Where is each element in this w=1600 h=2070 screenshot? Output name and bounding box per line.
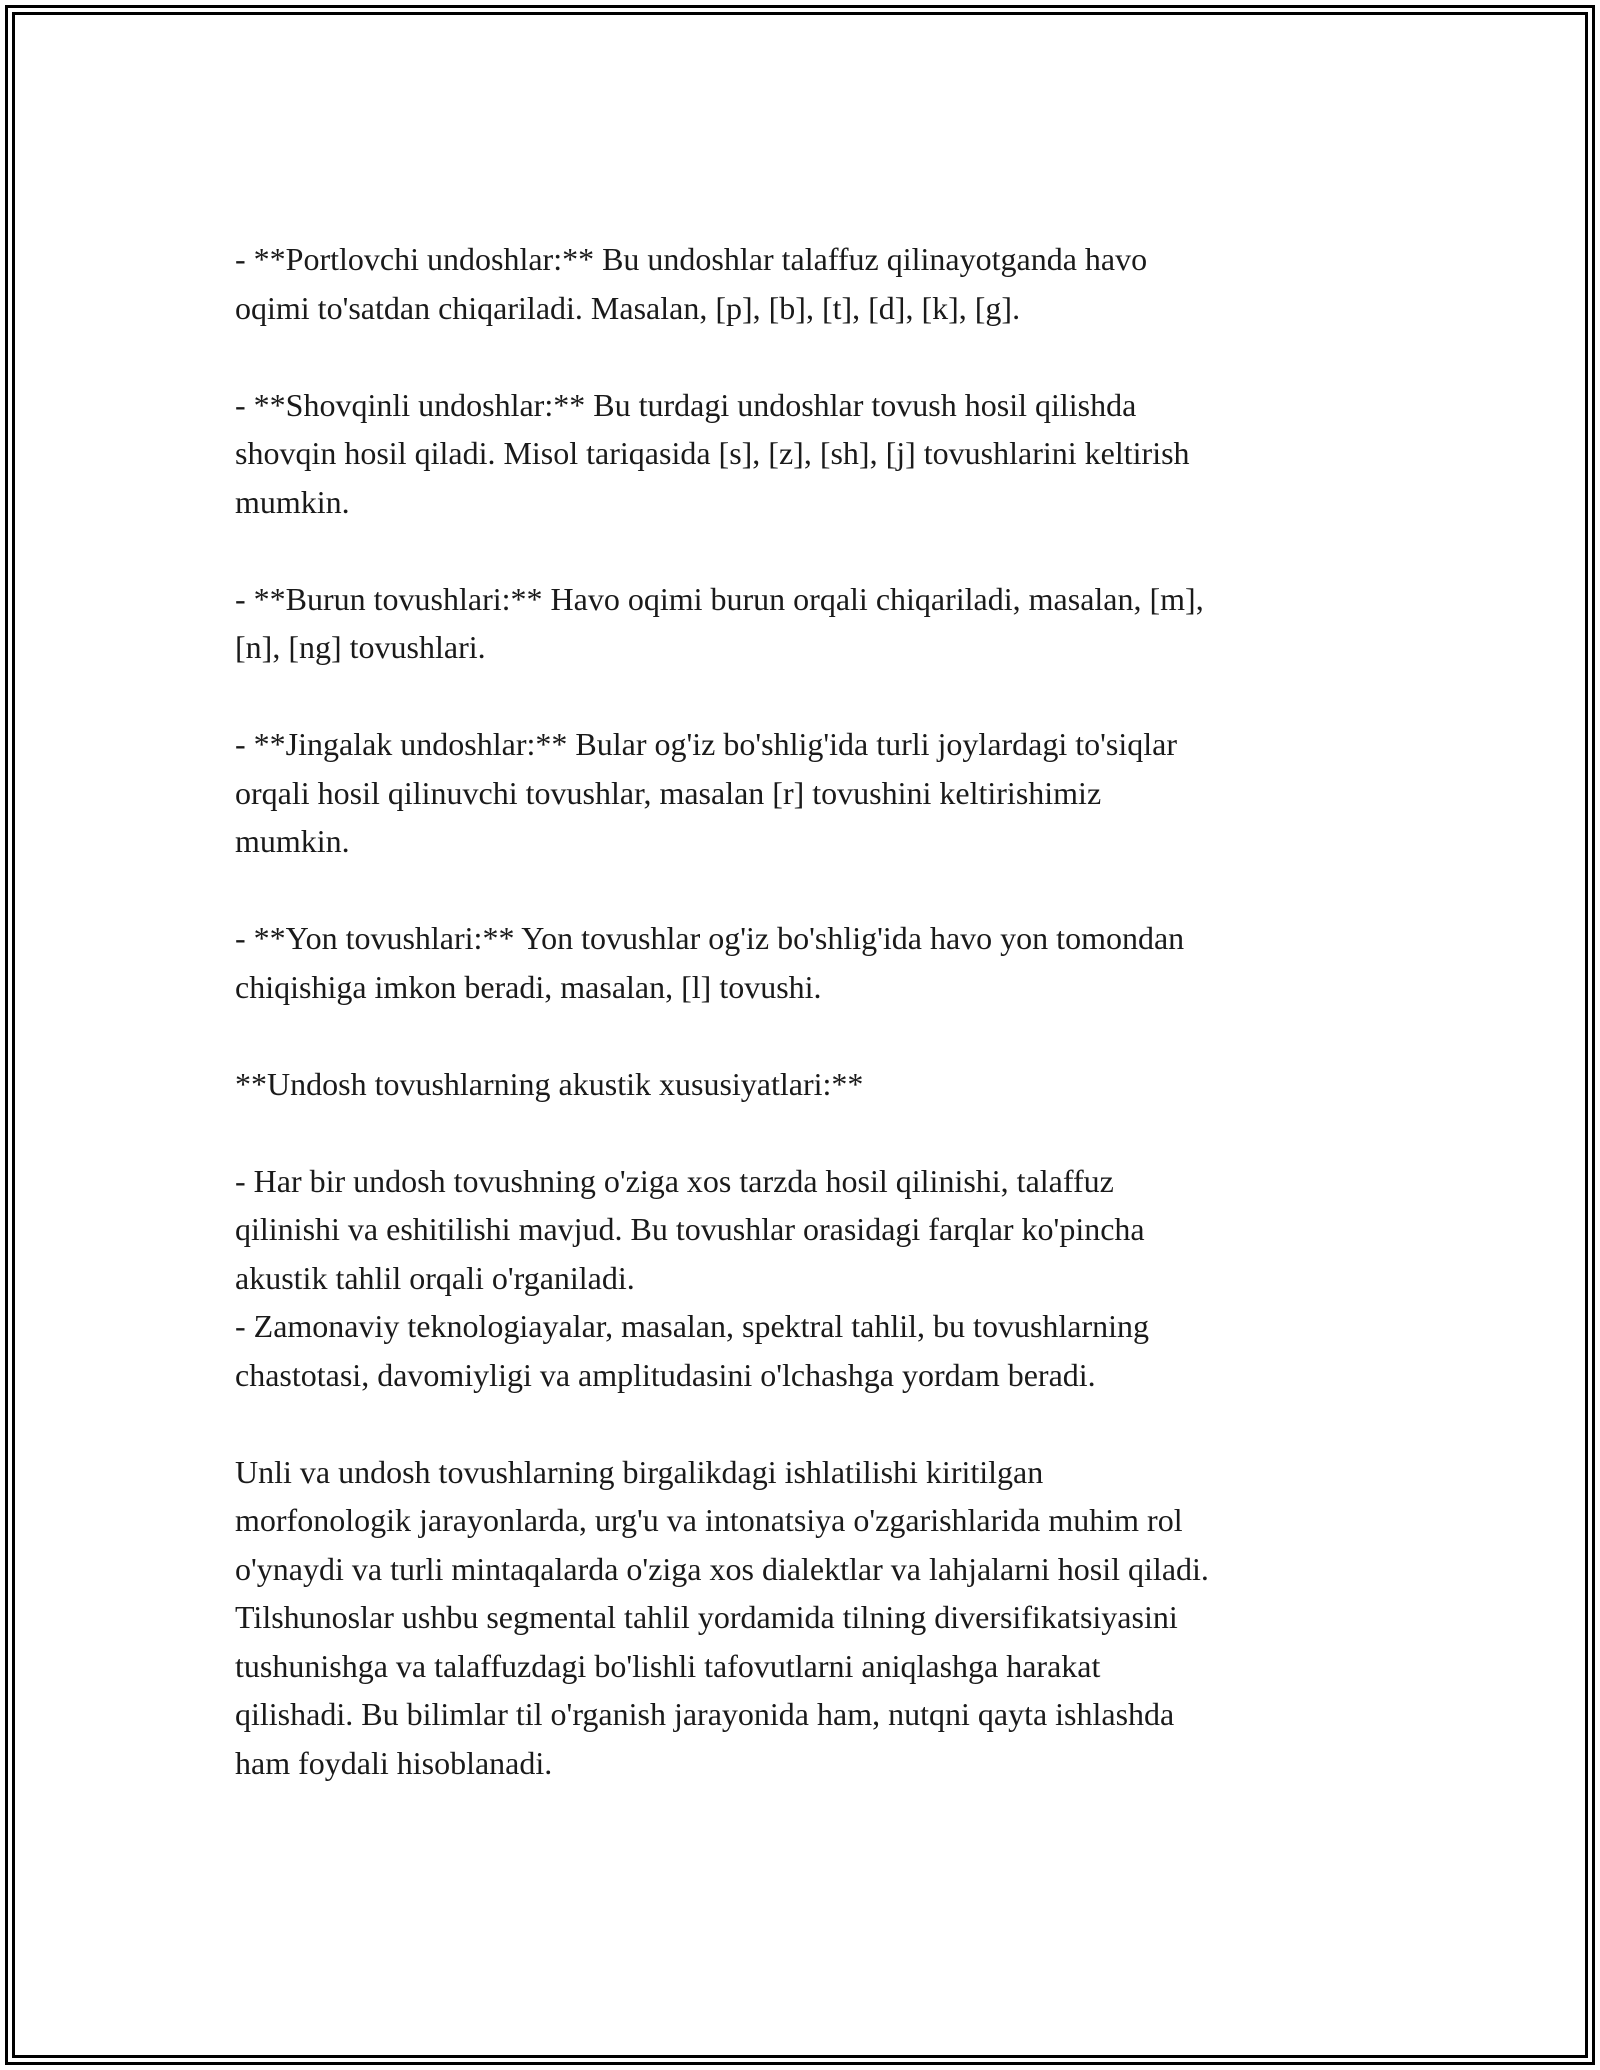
paragraph-portlovchi-undoshlar: - **Portlovchi undoshlar:** Bu undoshlar talaffuz qilinayotganda havo oqimi to'satdan chiqariladi. Masalan, [p], [b], [t], [d], [k], [g]. (235, 241, 1148, 326)
document-body (235, 235, 1365, 1836)
paragraph-yon-tovushlari: - **Yon tovushlari:** Yon tovushlar og'iz bo'shlig'ida havo yon tomondan chiqishiga imkon beradi, masalan, [l] tovushi. (235, 920, 1185, 1005)
paragraph-shovqinli-undoshlar: - **Shovqinli undoshlar:** Bu turdagi undoshlar tovush hosil qilishda shovqin hosil qiladi. Misol tariqasida [s], [z], [sh], [j] tovushlarini keltirish mumkin. (235, 386, 1190, 520)
list-item-zamonaviy-teknologiyalar: - Zamonaviy teknologiayalar, masalan, spektral tahlil, bu tovushlarning chastotasi, davomiyligi va amplitudasini o'lchashga yordam beradi. (235, 1308, 1150, 1393)
list-item-hosil-qilinishi: - Har bir undosh tovushning o'ziga xos tarzda hosil qilinishi, talaffuz qilinishi va eshitilishi mavjud. Bu tovushlar orasidagi farqlar ko'pincha akustik tahlil orqali o'rganiladi. (235, 1162, 1145, 1296)
paragraph-jingalak-undoshlar: - **Jingalak undoshlar:** Bular og'iz bo'shlig'ida turli joylardagi to'siqlar orqali hosil qilinuvchi tovushlar, masalan [r] tovushini keltirishimiz mumkin. (235, 726, 1178, 859)
paragraph-conclusion: Unli va undosh tovushlarning birgalikdagi ishlatilishi kiritilgan morfonologik jarayonlarda, urg'u va intonatsiya o'zgarishlarida muhim rol o'ynaydi va turli mintaqalarda o'ziga xos dialektlar va lahjalarni hosil qiladi. Tilshunoslar ushbu segmental tahlil yordamida tilning diversifikatsiyasini tushunishga va talaffuzdagi bo'lishli tafovutlarni aniqlashga harakat qilishadi. Bu bilimlar til o'rganish jarayonida ham, nutqni qayta ishlashda ham foydali hisoblanadi. (235, 1453, 1209, 1781)
section-heading-akustik-xususiyatlar: **Undosh tovushlarning akustik xususiyatlari:** (235, 1065, 864, 1102)
paragraph-burun-tovushlari: - **Burun tovushlari:** Havo oqimi burun orqali chiqariladi, masalan, [m], [n], [ng] tovushlari. (235, 580, 1204, 665)
